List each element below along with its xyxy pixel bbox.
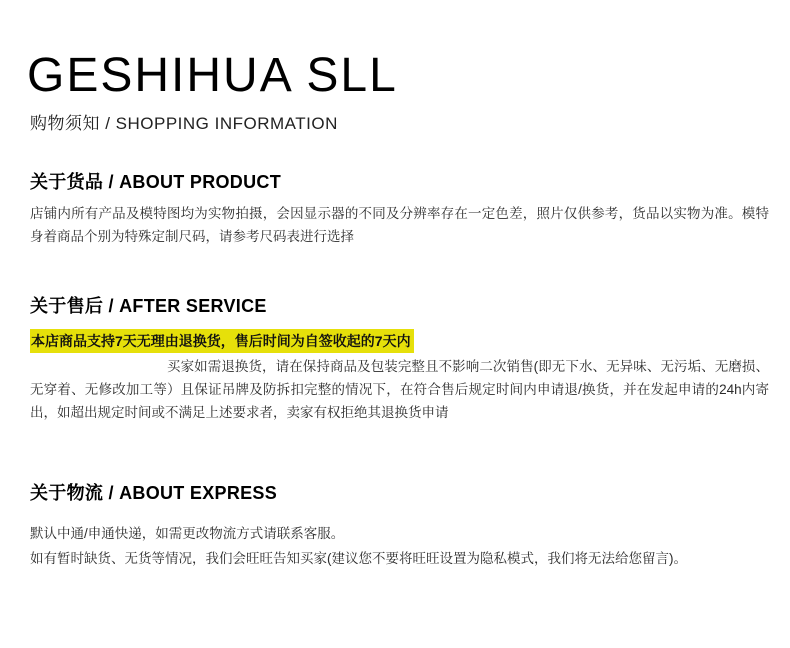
section-about-product bbox=[30, 171, 769, 248]
return-policy-highlight-line bbox=[30, 329, 769, 353]
section-about-express bbox=[30, 482, 769, 570]
page-subtitle: 购物须知 / SHOPPING INFORMATION bbox=[30, 114, 338, 133]
brand-title: GESHIHUA SLL bbox=[27, 49, 398, 102]
product-description-paragraph: 店铺内所有产品及模特图均为实物拍摄，会因显示器的不同及分辨率存在一定色差，照片仅供参考，货品以实物为准。模特身着商品个别为特殊定制尺码，请参考尺码表进行选择 bbox=[30, 206, 769, 244]
about-express-heading: 关于物流 / ABOUT EXPRESS bbox=[30, 483, 278, 503]
stock-notice-paragraph: 如有暂时缺货、无货等情况，我们会旺旺告知买家(建议您不要将旺旺设置为隐私模式，我们将无法给您留言)。 bbox=[30, 551, 687, 566]
return-policy-details-paragraph: 买家如需退换货，请在保持商品及包装完整且不影响二次销售(即无下水、无异味、无污垢、无磨损、无穿着、无修改加工等）且保证吊牌及防拆扣完整的情况下，在符合售后规定时间内申请退/换货，并在发起申请的24h内寄出，如超出规定时间或不满足上述要求者，卖家有权拒绝其退换货申请 bbox=[30, 359, 769, 420]
section-after-service bbox=[30, 295, 769, 424]
return-policy-highlight: 本店商品支持7天无理由退换货，售后时间为自签收起的7天内 bbox=[30, 329, 414, 353]
after-service-heading: 关于售后 / AFTER SERVICE bbox=[30, 296, 267, 316]
about-product-heading: 关于货品 / ABOUT PRODUCT bbox=[30, 172, 281, 192]
express-default-paragraph: 默认中通/申通快递，如需更改物流方式请联系客服。 bbox=[30, 526, 345, 541]
